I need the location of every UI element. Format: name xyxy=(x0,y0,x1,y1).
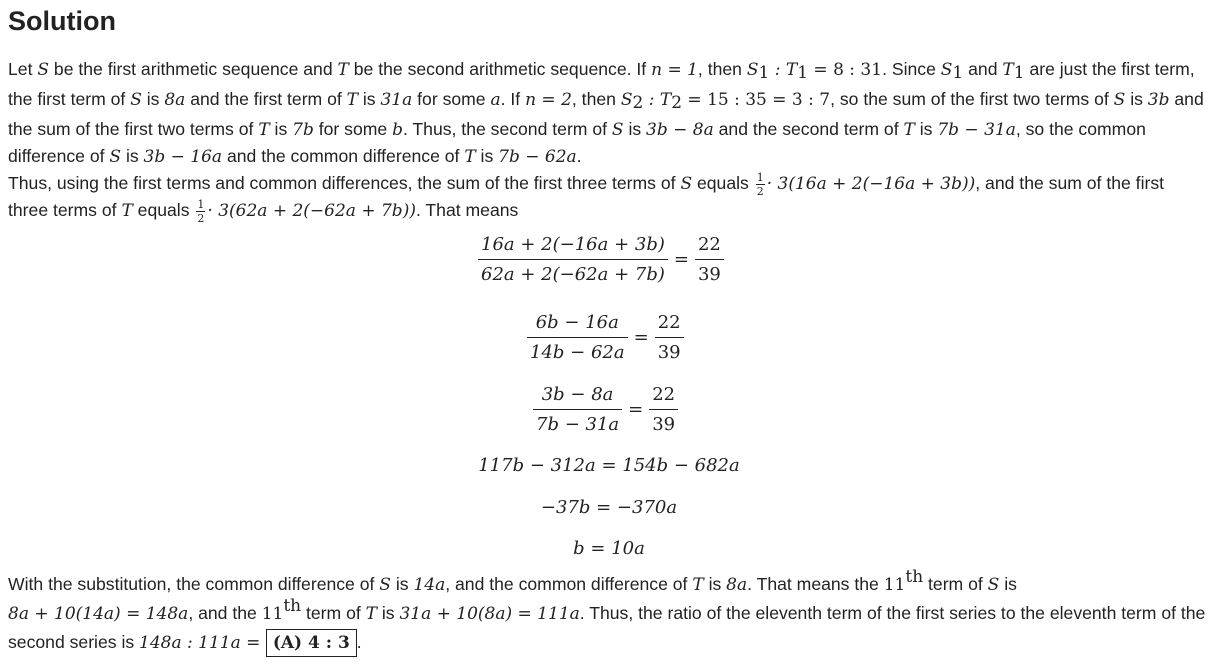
equation-4: 117b − 312a = 154b − 682a xyxy=(478,455,740,476)
paragraph-sums: Thus, using the first terms and common differences, the sum of the first three terms of S equals $\frac{1}{2}$ · 3(16a + 2(−16a + 3b)), and the sum of the first three terms of T equals $\frac{1}{2}$ · 3(62a + 2(−62a + 7b)). That means xyxy=(8,171,1165,225)
paragraph-setup: Let S be the first arithmetic sequence and T be the second arithmetic sequence. If n = 1, then $S_1$ : $T_1 = 8$ : 31. Since $S_1$ and $T_1$ are just the first term, the first term of S is 8a and the first term of T is 31a for some a. If n = 2, then $S_2$ : $T_2 = 15$ : 35 = 3 : 7, so the sum of the first two terms of S is 3b and the sum of the first two terms of T is 7b for some b. Thus, the second term of S is 3b − 8a and the second term of T is 7b − 31a, so the common difference of S is 3b − 16a and the common difference of T is 7b − 62a. xyxy=(8,59,1204,167)
one-half-fraction: $\frac{1}{2}$ xyxy=(197,198,205,225)
solution-heading: Solution xyxy=(8,6,116,36)
equation-1: $\frac{16a + 2(-16a + 3b)}{62a + 2(-62a + 7b)}$ = $\frac{22}{39}$ xyxy=(478,234,724,285)
equation-6: b = 10a xyxy=(573,538,645,559)
equation-2: $\frac{6b - 16a}{14b - 62a}$ = $\frac{22}{39}$ xyxy=(527,312,684,363)
equation-5: −37b = −370a xyxy=(540,497,678,518)
paragraph-conclusion: With the substitution, the common difference of S is 14a, and the common difference of T is 8a. That means the 11th term of S is 8a + 10(14a) = 148a, and the 11th term of T is 31a + 10(8a) = 111a. Thus, the ratio of the eleventh term of the first series to the eleventh term of the second series is 148a : 111a = (A) 4 : 3 . xyxy=(8,570,1208,657)
one-half-fraction: $\frac{1}{2}$ xyxy=(756,171,764,198)
answer-box: (A) 4 : 3 xyxy=(266,629,357,657)
equation-3: $\frac{3b - 8a}{7b - 31a}$ = $\frac{22}{39}$ xyxy=(533,384,678,435)
